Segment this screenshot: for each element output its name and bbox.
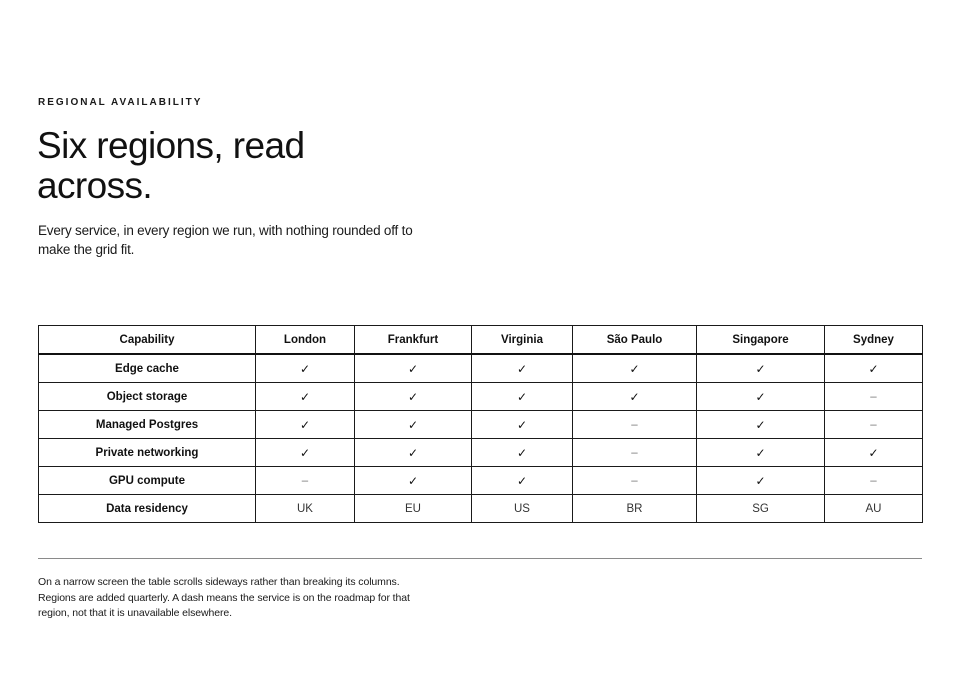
table-row bbox=[39, 495, 923, 523]
page-title: Six regions, read across. bbox=[37, 125, 305, 206]
row-label: Edge cache bbox=[39, 354, 256, 383]
column-header-capability: Capability bbox=[39, 326, 256, 355]
row-label: Private networking bbox=[39, 439, 256, 467]
availability-cell: ✓ bbox=[825, 439, 923, 467]
availability-cell: ✓ bbox=[355, 411, 472, 439]
availability-cell: ✓ bbox=[697, 354, 825, 383]
availability-cell: ✓ bbox=[697, 383, 825, 411]
column-header-singapore: Singapore bbox=[697, 326, 825, 355]
table-row bbox=[39, 383, 923, 411]
availability-cell: ✓ bbox=[256, 439, 355, 467]
table-row bbox=[39, 411, 923, 439]
availability-cell: ✓ bbox=[825, 354, 923, 383]
table-row bbox=[39, 439, 923, 467]
footnote: On a narrow screen the table scrolls sideways rather than breaking its columns. Regions are added quarterly. A dash means the service is on the roadmap for that region, not that it is unavailable elsewhere. bbox=[38, 576, 410, 619]
availability-cell: UK bbox=[256, 495, 355, 523]
availability-cell: SG bbox=[697, 495, 825, 523]
availability-cell: ✓ bbox=[472, 467, 573, 495]
availability-cell: EU bbox=[355, 495, 472, 523]
row-label: Object storage bbox=[39, 383, 256, 411]
availability-cell: – bbox=[573, 439, 697, 467]
row-label: GPU compute bbox=[39, 467, 256, 495]
availability-cell: ✓ bbox=[472, 411, 573, 439]
availability-cell: ✓ bbox=[355, 439, 472, 467]
availability-cell: US bbox=[472, 495, 573, 523]
column-header-london: London bbox=[256, 326, 355, 355]
table-header-row bbox=[39, 326, 923, 355]
column-header-frankfurt: Frankfurt bbox=[355, 326, 472, 355]
availability-cell: ✓ bbox=[472, 439, 573, 467]
availability-cell: ✓ bbox=[355, 383, 472, 411]
availability-cell: ✓ bbox=[256, 354, 355, 383]
availability-cell: – bbox=[256, 467, 355, 495]
availability-cell: ✓ bbox=[573, 354, 697, 383]
availability-cell: ✓ bbox=[256, 383, 355, 411]
availability-cell: – bbox=[573, 411, 697, 439]
availability-cell: ✓ bbox=[697, 411, 825, 439]
table-body bbox=[39, 354, 923, 523]
availability-cell: ✓ bbox=[697, 439, 825, 467]
intro-text: Every service, in every region we run, with nothing rounded off to make the grid fit. bbox=[38, 223, 413, 257]
availability-cell: ✓ bbox=[697, 467, 825, 495]
table-header bbox=[39, 326, 923, 355]
divider bbox=[38, 558, 922, 559]
row-label: Managed Postgres bbox=[39, 411, 256, 439]
availability-cell: ✓ bbox=[573, 383, 697, 411]
availability-cell: AU bbox=[825, 495, 923, 523]
availability-cell: ✓ bbox=[472, 354, 573, 383]
availability-cell: ✓ bbox=[355, 354, 472, 383]
availability-cell: BR bbox=[573, 495, 697, 523]
column-header-sao-paulo: São Paulo bbox=[573, 326, 697, 355]
availability-cell: ✓ bbox=[472, 383, 573, 411]
availability-table-container bbox=[38, 325, 922, 523]
availability-cell: – bbox=[825, 411, 923, 439]
availability-cell: – bbox=[825, 467, 923, 495]
availability-table bbox=[38, 325, 923, 523]
availability-cell: ✓ bbox=[355, 467, 472, 495]
column-header-virginia: Virginia bbox=[472, 326, 573, 355]
availability-cell: – bbox=[825, 383, 923, 411]
column-header-sydney: Sydney bbox=[825, 326, 923, 355]
table-row bbox=[39, 467, 923, 495]
availability-cell: – bbox=[573, 467, 697, 495]
table-row bbox=[39, 354, 923, 383]
section-eyebrow: REGIONAL AVAILABILITY bbox=[38, 97, 203, 108]
row-label: Data residency bbox=[39, 495, 256, 523]
availability-cell: ✓ bbox=[256, 411, 355, 439]
